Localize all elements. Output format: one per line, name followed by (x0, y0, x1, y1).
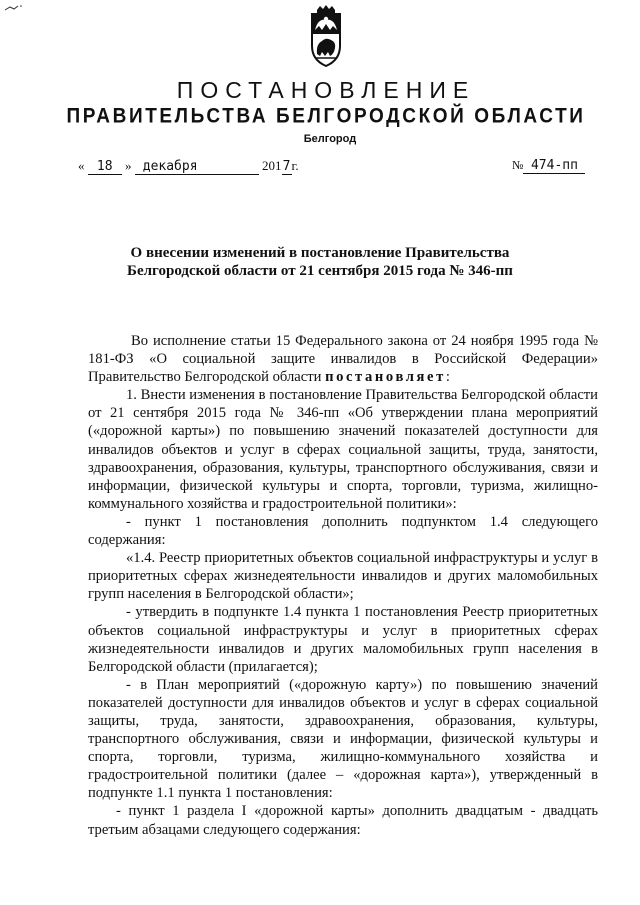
date-year-prefix: 201 (262, 158, 282, 173)
issuing-authority-title: ПРАВИТЕЛЬСТВА БЕЛГОРОДСКОЙ ОБЛАСТИ (66, 104, 586, 128)
date-year-suffix: 7 (282, 159, 291, 174)
document-subject (0, 244, 640, 280)
number-label: № (512, 158, 524, 172)
subject-line-1: О внесении изменений в постановление Правительства (130, 245, 510, 261)
paragraph-item-1: 1. Внести изменения в постановление Правительства Белгородской области от 21 сентября 2015 года № 346-пп «Об утверждении плана мероприятий («дорожной карты») по повышению значений показателей доступности для инвалидов объектов и услуг в сферах социальной защиты, труда, занятости, здравоохранения, образования, культуры, транспортного обслуживания, связи и информации, физической культуры и спорта, торговли, туризма, жилищно-коммунального хозяйства и градостроительной политики»: (88, 387, 598, 512)
preamble-text: Во исполнение статьи 15 Федерального закона от 24 ноября 1995 года № 181-ФЗ «О социальной защите инвалидов в Российской Федерации» Правительство Белгородской области (88, 333, 598, 386)
paragraph-section-addition: - пункт 1 раздела I «дорожной карты» дополнить двадцатым - двадцать третьим абзацами следующего содержания: (88, 803, 598, 838)
paragraph-quote-1-4: «1.4. Реестр приоритетных объектов социальной инфраструктуры и услуг в приоритетных сферах жизнедеятельности инвалидов и других маломобильных групп населения в Белгородской области»; (88, 550, 598, 603)
document-date (78, 158, 299, 175)
paragraph-subitem-add: - пункт 1 постановления дополнить подпунктом 1.4 следующего содержания: (88, 513, 598, 549)
number-value: 474-пп (523, 159, 585, 174)
document-body (88, 332, 598, 839)
subject-line-2: Белгородской области от 21 сентября 2015 года № 346-пп (127, 263, 513, 279)
date-open-quote: « (78, 158, 85, 173)
date-close-quote: » (125, 158, 132, 173)
resolves-word: постановляет (325, 369, 446, 386)
document-type-title: ПОСТАНОВЛЕНИЕ (176, 77, 476, 103)
scan-artifact-mark (4, 4, 24, 12)
coat-of-arms-emblem-icon (298, 4, 354, 72)
paragraph-preamble (88, 332, 598, 386)
paragraph-approve-registry: - утвердить в подпункте 1.4 пункта 1 постановления Реестр приоритетных объектов социальной инфраструктуры и услуг в приоритетных сферах жизнедеятельности инвалидов и других маломобильных групп населения в Белгородской области (прилагается); (88, 604, 598, 675)
date-day: 18 (88, 160, 122, 175)
city-label: Белгород (303, 133, 357, 145)
preamble-end: : (445, 369, 450, 386)
date-year-abbr: г. (291, 158, 299, 173)
document-number (512, 158, 585, 174)
date-month: декабря (135, 160, 259, 175)
paragraph-roadmap-changes: - в План мероприятий («дорожную карту») по повышению значений показателей доступности для инвалидов объектов и услуг в сферах социальной защиты, труда, занятости, здравоохранения, образования, культуры, транспортного обслуживания, связи и информации, физической культуры и спорта, торговли, туризма, жилищно-коммунального хозяйства и градостроительной политики (далее – «дорожная карта»), утвержденный в подпункте 1.1 пункта 1 постановления: (88, 676, 598, 802)
